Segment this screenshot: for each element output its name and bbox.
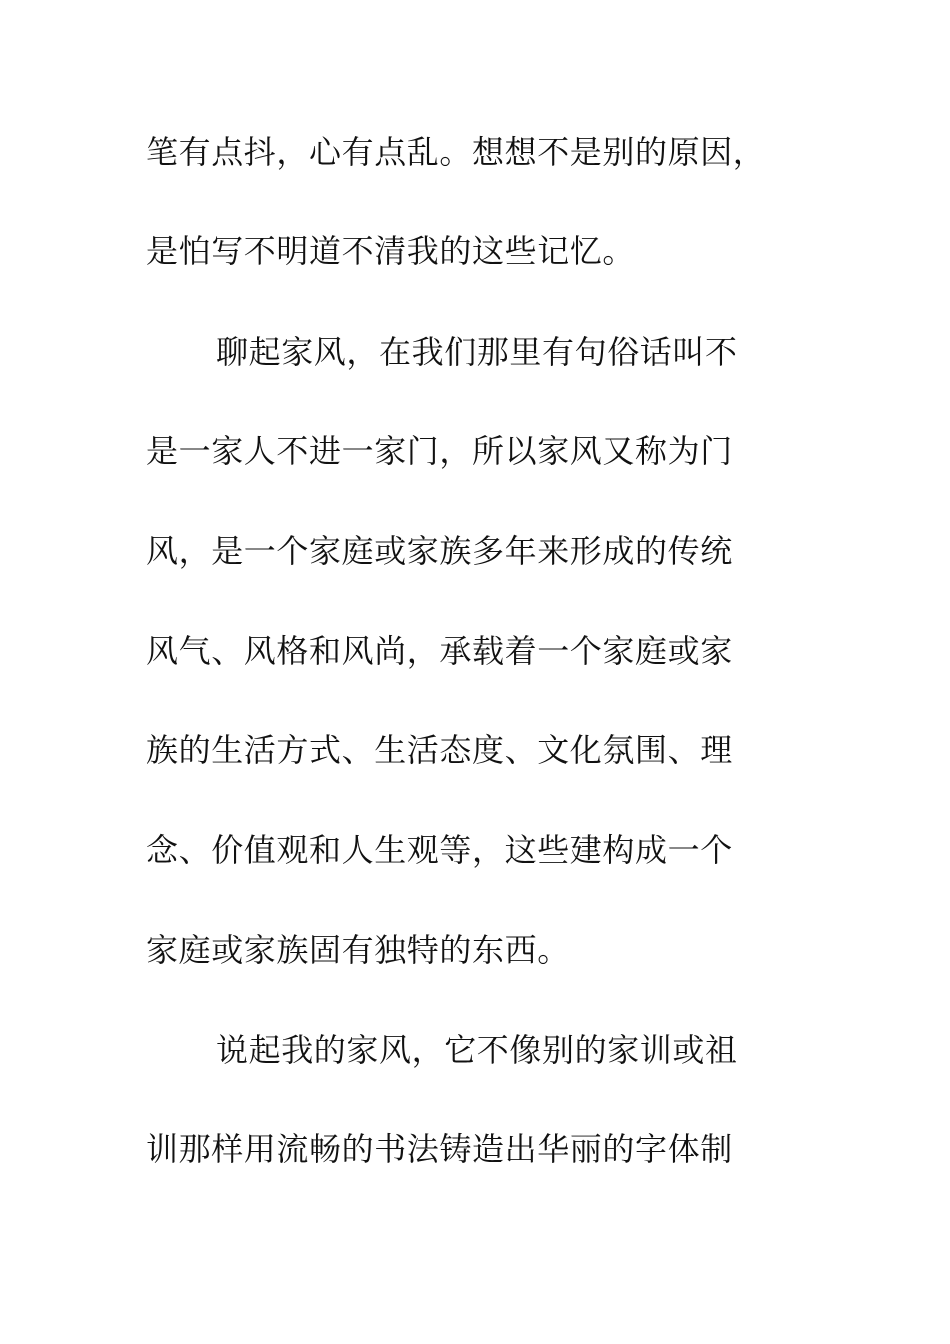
paragraph-2-line-1: 聊起家风，在我们那里有句俗话叫不	[216, 333, 738, 371]
paragraph-2-line-7: 家庭或家族固有独特的东西。	[146, 931, 570, 969]
text-line-2: 是怕写不明道不清我的这些记忆。	[146, 232, 636, 270]
paragraph-2-line-4: 风气、风格和风尚，承载着一个家庭或家	[146, 632, 733, 670]
paragraph-3-line-1: 说起我的家风，它不像别的家训或祖	[216, 1031, 738, 1069]
paragraph-2-line-3: 风，是一个家庭或家族多年来形成的传统	[146, 532, 733, 570]
paragraph-2-line-2: 是一家人不进一家门，所以家风又称为门	[146, 432, 733, 470]
text-line-1: 笔有点抖，心有点乱。想想不是别的原因，	[146, 133, 766, 171]
paragraph-3-line-2: 训那样用流畅的书法铸造出华丽的字体制	[146, 1130, 733, 1168]
paragraph-2-line-5: 族的生活方式、生活态度、文化氛围、理	[146, 731, 733, 769]
paragraph-2-line-6: 念、价值观和人生观等，这些建构成一个	[146, 831, 733, 869]
